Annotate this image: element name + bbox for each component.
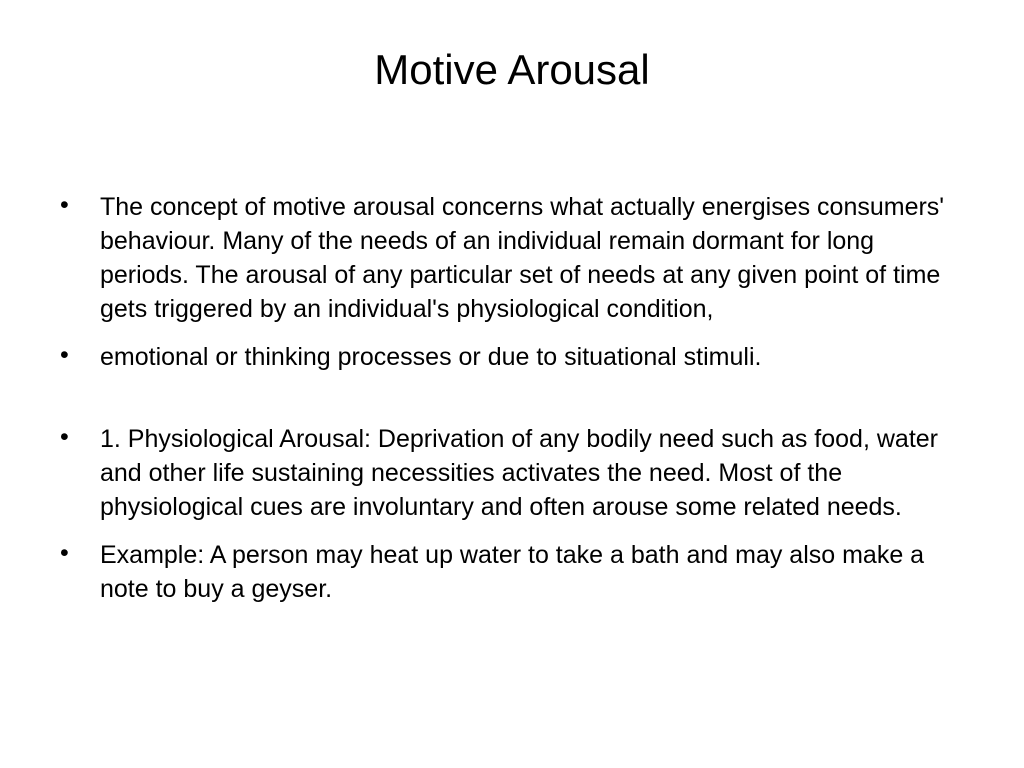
bullet-item bbox=[60, 190, 960, 326]
bullet-point-icon: • bbox=[60, 539, 69, 567]
bullet-text: 1. Physiological Arousal: Deprivation of any bodily need such as food, water and other life sustaining necessities activates the need. Most of the physiological cues are involuntary and often arouse some related needs. bbox=[100, 425, 938, 521]
bullet-text: emotional or thinking processes or due to situational stimuli. bbox=[100, 343, 762, 371]
slide-title: Motive Arousal bbox=[374, 46, 650, 93]
bullet-list bbox=[60, 190, 960, 620]
bullet-text: The concept of motive arousal concerns what actually energises consumers' behaviour. Many of the needs of an individual remain dormant for long periods. The arousal of any particular set of needs at any given point of time gets triggered by an individual's physiological condition, bbox=[100, 193, 945, 323]
bullet-item bbox=[60, 340, 960, 374]
bullet-point-icon: • bbox=[60, 191, 69, 219]
bullet-item bbox=[60, 422, 960, 524]
bullet-text: Example: A person may heat up water to take a bath and may also make a note to buy a geyser. bbox=[100, 541, 925, 603]
bullet-item bbox=[60, 538, 960, 606]
bullet-point-icon: • bbox=[60, 423, 69, 451]
bullet-point-icon: • bbox=[60, 341, 69, 369]
